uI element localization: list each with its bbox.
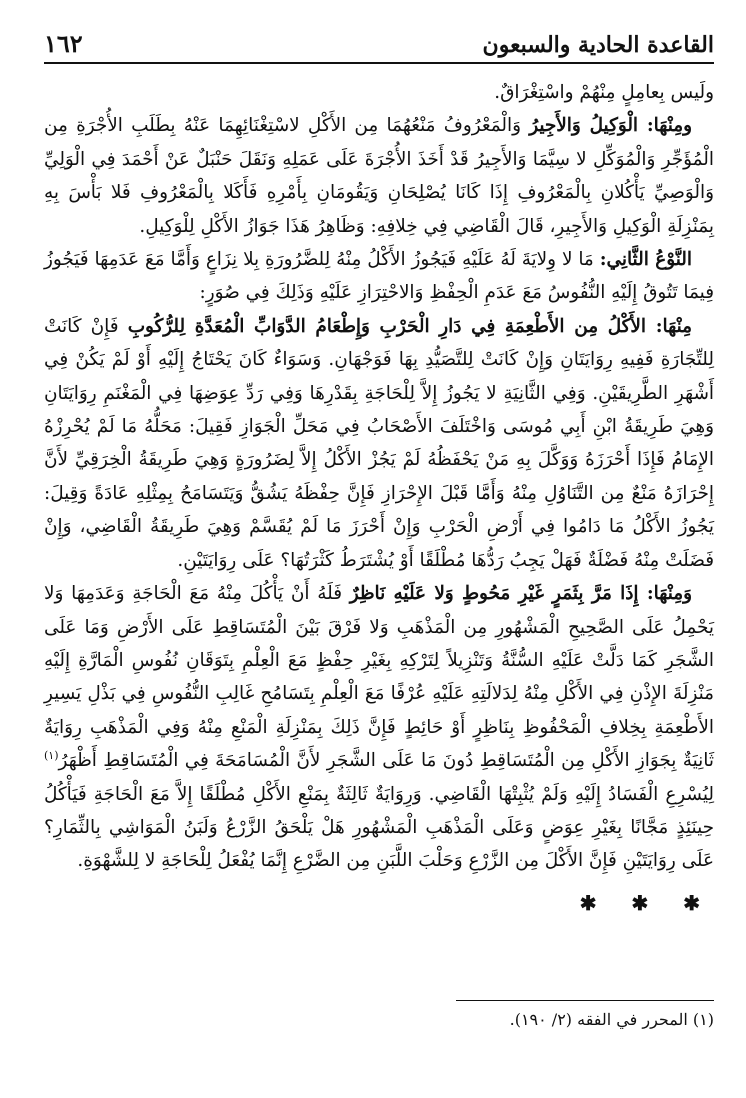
- paragraph-lead: وَمِنْهَا: إِذَا مَرَّ بِثَمَرٍ غَيْرِ مَحُوطٍ وَلا عَلَيْهِ نَاظِرٌ: [349, 583, 692, 605]
- paragraph-text: فَإِنْ كَانَتْ لِلتِّجَارَةِ فَفِيهِ رِوَايَتَانِ وَإِنْ كَانَتْ لِلتَّصَيُّدِ بِهَا فَوَجْهَانِ. وَسَوَاءٌ كَانَ يَحْتَاجُ إِلَيْهِ أَوْ لَمْ يَكُنْ فِي أَشْهَرِ الطَّرِيقَيْنِ. وَفِي الثَّانِيَةِ لا يَجُوزُ إِلاَّ لِلْحَاجَةِ بِقَدْرِهَا وَفِي رَدِّ عِوَضِهَا فِي الْمَغْنَمِ رِوَايَتَانِ وَهِيَ طَرِيقَةُ ابْنِ أَبِي مُوسَى وَاخْتَلَفَ الأَصْحَابُ فِي مَحَلِّ الْجَوَازِ فَقِيلَ: مَحَلُّهُ مَا لَمْ يُحْرِزْهُ الإِمَامُ فَإِذَا أَحْرَزَهُ وَوَكَّلَ بِهِ مَنْ يَحْفَظُهُ لَمْ يَجُزْ الأَكْلُ إِلاَّ لِضَرُورَةٍ وَهِيَ طَرِيقَةُ الْخِرَقِيِّ لأَنَّ إِحْرَازَهُ مَنْعٌ مِن التَّنَاوُلِ مِنْهُ وَأَمَّا قَبْلَ الإِحْرَازِ فَإِنَّ حِفْظَهُ يَشُقُّ وَيَتَسَامَحُ بِمِثْلِهِ عَادَةً وَقِيلَ: يَجُوزُ الأَكْلُ مَا دَامُوا فِي أَرْضِ الْحَرْبِ وَإِنْ أَحْرَزَ مَا لَمْ يُقَسَّمْ وَهِيَ طَرِيقَةُ الْقَاضِي، وَإِنْ فَضَلَتْ مِنْهُ فَضْلَةٌ فَهَلْ يَجِبُ رَدُّهَا مُطْلَقًا أَوْ يُشْتَرَطُ كَثْرَتُهَا؟ عَلَى رِوَايَتَيْنِ.: [44, 315, 714, 571]
- paragraph-lead: مِنْهَا: الأَكْلُ مِن الأَطْعِمَةِ فِي دَارِ الْحَرْبِ وَإِطْعَامُ الدَّوَابِّ الْمُعَدَّةِ لِلرُّكُوبِ: [127, 315, 692, 337]
- page: [44, 24, 714, 1074]
- body-text: [44, 76, 714, 918]
- paragraph-lead: ومِنْهَا: الْوَكِيلُ وَالأَجِيرُ: [529, 115, 692, 137]
- page-header: [44, 24, 714, 64]
- paragraph-second-type: [44, 243, 714, 310]
- paragraph-continuation: [44, 76, 714, 109]
- paragraph-text-continued: لِيُسْرِعِ الْفَسَادُ إِلَيْهِ وَلَمْ يُثْبِتْهَا الْقَاضِي. وَرِوَايَةٌ ثَالِثَةٌ بِمَنْعِ الأَكْلِ مُطْلَقًا إِلاَّ مَعَ الْحَاجَةِ فَيَأْكُلُ حِينَئِذٍ مَجَّانًا بِغَيْرِ عِوَضٍ وَعَلَى الْمَذْهَبِ الْمَشْهُورِ هَلْ يَلْحَقُ الزَّرْعُ وَلَبَنُ الْمَوَاشِي بِالثِّمَارِ؟ عَلَى رِوَايَتَيْنِ فَإِنَّ الأَكْلَ مِن الزَّرْعِ وَحَلْبَ اللَّبَنِ مِن الضَّرْعِ إِنَّمَا يُفْعَلُ لِلْحَاجَةِ لا لِلشَّهْوَةِ.: [44, 783, 714, 872]
- paragraph-agent-hire: [44, 109, 714, 243]
- paragraph-lead: النَّوْعُ الثَّانِي:: [599, 249, 692, 271]
- page-number: ١٦٢: [44, 29, 83, 58]
- footnote: (١) المحرر في الفقه (٢/ ١٩٠).: [509, 1010, 714, 1029]
- footnote-reference[interactable]: (١): [44, 749, 59, 762]
- section-divider: ✱ ✱ ✱: [579, 890, 714, 915]
- running-title: القاعدة الحادية والسبعون: [482, 32, 714, 58]
- paragraph-text: مَا لا وِلايَةَ لَهُ عَلَيْهِ فَيَجُوزُ الأَكْلُ مِنْهُ لِلضَّرُورَةِ بِلا نِزَاعٍ وَأَمَّا مَعَ عَدَمِهَا فَيَجُوزُ فِيمَا تَتُوقُ إِلَيْهِ النُّفُوسُ مَعَ عَدَمِ الْحِفْظِ وَالاحْتِرَازِ عَلَيْهِ وَذَلِكَ فِي صُوَرٍ:: [44, 249, 714, 304]
- footnote-rule: [456, 1000, 714, 1001]
- paragraph-text: فَلَهُ أَنْ يَأْكُلَ مِنْهُ مَعَ الْحَاجَةِ وَعَدَمِهَا وَلا يَحْمِلُ عَلَى الصَّحِيحِ الْمَشْهُورِ مِن الْمَذْهَبِ وَلا فَرْقَ بَيْنَ الْمُتَسَاقِطِ عَلَى الأَرْضِ وَمَا عَلَى الشَّجَرِ كَمَا دَلَّتْ عَلَيْهِ السُّنَّةُ وَتَنْزِيلاً لِتَرْكِهِ بِغَيْرِ حِفْظٍ مَعَ الْعِلْمِ بِتَوَقَانِ نُفُوسِ الْمَارَّةِ إِلَيْهِ مَنْزِلَةَ الإِذْنِ فِي الأَكْلِ مِنْهُ لِدَلالَتِهِ عَلَيْهِ عُرْفًا مَعَ الْعِلْمِ بِتَسَامُحِ غَالِبِ النُّفُوسِ فِي بَذْلِ يَسِيرِ الأَطْعِمَةِ بِخِلافِ الْمَحْفُوظِ بِنَاظِرٍ أَوْ حَائِطٍ فَإِنَّ ذَلِكَ بِمَنْزِلَةِ الْمَنْعِ مِنْهُ وَفِي الْمَذْهَبِ رِوَايَةٌ ثَانِيَةٌ بِجَوَازِ الأَكْلِ مِن الْمُتَسَاقِطِ دُونَ مَا عَلَى الشَّجَرِ لأَنَّ الْمُسَامَحَةَ فِي الْمُتَسَاقِطِ أَظْهَرُ: [44, 583, 714, 772]
- paragraph-text: وَالْمَعْرُوفُ مَنْعُهُمَا مِن الأَكْلِ لاسْتِغْنَائِهِمَا عَنْهُ بِطَلَبِ الأُجْرَةِ مِن الْمُؤَجِّرِ وَالْمُوَكِّلِ لا سِيَّمَا وَالأَجِيرُ قَدْ أَخَذَ الأُجْرَةَ عَلَى عَمَلِهِ وَنَقَلَ حَنْبَلٌ عَنْ أَحْمَدَ فِي الْوَلِيِّ وَالْوَصِيِّ يَأْكُلانِ بِالْمَعْرُوفِ إِذَا كَانَا يُصْلِحَانِ وَيَقُومَانِ بِأَمْرِهِ فَأَكَلا بِالْمَعْرُوفِ فَلا بَأْسَ بِهِ بِمَنْزِلَةِ الْوَكِيلِ وَالأَجِيرِ، قَالَ الْقَاضِي فِي خِلافِهِ: وَظَاهِرُ هَذَا جَوَازُ الأَكْلِ لِلْوَكِيلِ.: [44, 115, 714, 237]
- paragraph-text: ولَيس بِعامِلٍ مِنْهُمْ واسْتِغْرَاقٌ.: [494, 82, 714, 103]
- paragraph-fruit: [44, 577, 714, 878]
- paragraph-war-food: [44, 310, 714, 577]
